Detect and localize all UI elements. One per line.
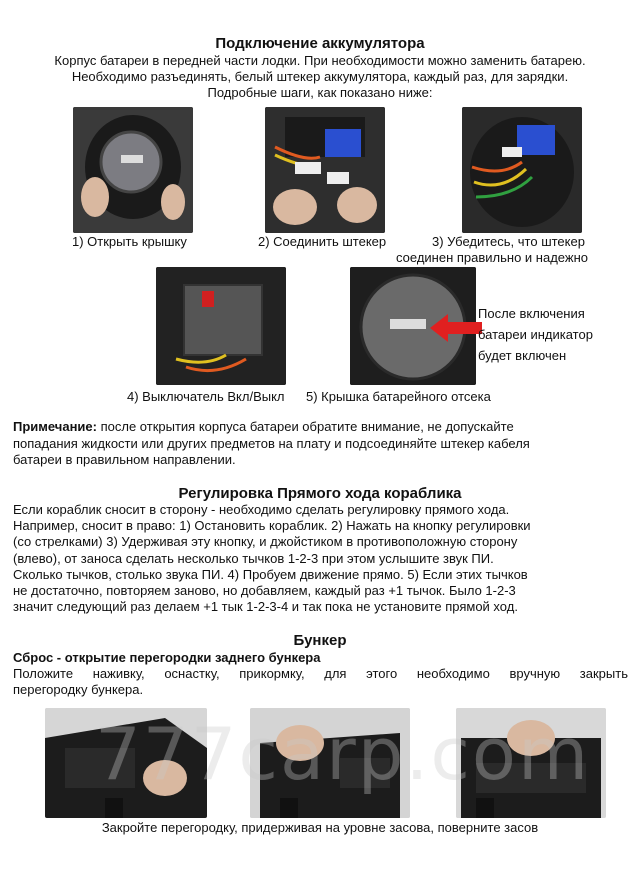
bunker-illustration-2: [250, 708, 410, 818]
step-5-caption: 5) Крышка батарейного отсека: [306, 389, 491, 404]
step-2-photo: [265, 107, 385, 233]
bunker-section-title: Бункер: [293, 632, 347, 649]
red-arrow-icon: [430, 312, 482, 344]
straight-line-6: не достаточно, повторяем заново, но добавляем, каждый раз +1 тычок. Было 1-2-3: [13, 583, 516, 599]
bunker-illustration-1: [45, 708, 207, 818]
step-1-caption: 1) Открыть крышку: [72, 234, 187, 249]
step-4-photo: [156, 267, 286, 385]
note-paragraph: [13, 419, 628, 469]
indicator-note-line-1: После включения: [478, 306, 585, 321]
step-4-caption: 4) Выключатель Вкл/Выкл: [127, 389, 285, 404]
step-2-caption: 2) Соединить штекер: [258, 234, 387, 249]
step-2-illustration: [265, 107, 385, 233]
indicator-note-line-3: будет включен: [478, 348, 567, 363]
bunker-text-line-1: Положите наживку, оснастку, прикормку, для этого необходимо вручную закрыть: [13, 666, 628, 681]
straight-line-2: Например, сносит в право: 1) Остановить кораблик. 2) Нажать на кнопку регулировки: [13, 518, 531, 534]
bunker-text-line-2: перегородку бункера.: [13, 682, 144, 697]
straight-line-1: Если кораблик сносит в сторону - необходимо сделать регулировку прямого хода.: [13, 502, 510, 517]
bunker-photo-2: [250, 708, 410, 818]
bunker-photo-3: [456, 708, 606, 818]
step-1-photo: [73, 107, 193, 233]
straight-section-title: Регулировка Прямого хода кораблика: [178, 485, 462, 502]
note-text-line-3: батареи в правильном направлении.: [13, 452, 236, 467]
step-4-illustration: [156, 267, 286, 385]
straight-line-5: Сколько тычков, столько звука ПИ. 4) Пробуем движение прямо. 5) Если этих тычков: [13, 566, 528, 582]
straight-line-4: (влево), от заноса сделать несколько тычков 1-2-3 при этом услышите звук ПИ.: [13, 550, 494, 566]
note-label: Примечание:: [13, 419, 97, 434]
note-text-line-2: попадания жидкости или других предметов на плату и подсоединяйте штекер кабеля: [13, 435, 530, 451]
watermark: 777carp.com: [95, 712, 591, 796]
step-3-illustration: [462, 107, 582, 233]
straight-line-7: значит следующий раз делаем +1 тык 1-2-3-4 и так пока не установите прямой ход.: [13, 599, 518, 615]
bunker-subtitle: Сброс - открытие перегородки заднего бункера: [13, 650, 321, 665]
bunker-illustration-3: [456, 708, 606, 818]
battery-intro-line-3: Подробные шаги, как показано ниже:: [207, 85, 433, 100]
straight-line-3: (со стрелками) 3) Удерживая эту кнопку, и джойстиком в противоположную сторону: [13, 534, 518, 550]
indicator-note-line-2: батареи индикатор: [478, 327, 593, 342]
step-1-illustration: [73, 107, 193, 233]
bunker-caption: Закройте перегородку, придерживая на уровне засова, поверните засов: [101, 820, 539, 835]
battery-intro-line-2: Необходимо разъединять, белый штекер аккумулятора, каждый раз, для зарядки.: [71, 69, 569, 84]
step-3-caption-line-1: 3) Убедитесь, что штекер: [432, 234, 585, 249]
battery-intro-line-1: Корпус батареи в передней части лодки. При необходимости можно заменить батарею.: [54, 53, 586, 68]
step-3-caption-line-2: соединен правильно и надежно: [396, 250, 588, 265]
battery-section-title: Подключение аккумулятора: [215, 35, 425, 52]
straight-paragraph: [13, 502, 628, 615]
step-3-photo: [462, 107, 582, 233]
note-text-line-1: после открытия корпуса батареи обратите внимание, не допускайте: [96, 419, 514, 434]
bunker-photo-1: [45, 708, 207, 818]
